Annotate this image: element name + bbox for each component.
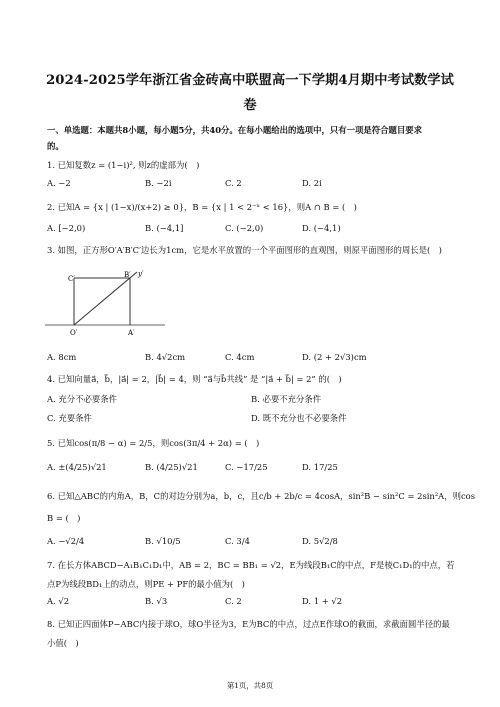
question-3-option-a: A. 8cm xyxy=(47,352,77,362)
question-3-figure xyxy=(45,268,165,338)
question-5-option-a: A. ±(4/25)√21 xyxy=(47,462,107,472)
question-2-option-c: C. (−2,0) xyxy=(225,223,264,233)
y-axis-diagonal xyxy=(74,272,137,325)
question-1-stem: 1. 已知复数z = (1−i)², 则z的虚部为( ) xyxy=(47,160,200,170)
exam-title-line1: 2024-2025学年浙江省金砖高中联盟高一下学期4月期中考试数学试 xyxy=(46,73,454,88)
question-6-stem: 6. 已知△ABC的内角A，B，C的对边分别为a，b，c，且c/b + 2b/c = 4cosA，sin²B − sin²C = 2sin²A，则cos xyxy=(47,491,476,501)
label-y: y′ xyxy=(138,270,144,278)
question-1-option-c: C. 2 xyxy=(225,178,242,188)
question-6-option-b: B. √10/5 xyxy=(145,536,181,546)
question-7-option-c: C. 2 xyxy=(225,596,242,606)
question-8-stem-cont: 小值( ) xyxy=(47,638,79,648)
question-2-option-a: A. [−2,0) xyxy=(47,223,86,233)
question-1-option-a: A. −2 xyxy=(47,178,71,188)
question-3-option-d: D. (2 + 2√3)cm xyxy=(302,352,367,362)
label-o: O′ xyxy=(70,329,78,337)
label-c: C′ xyxy=(68,275,75,283)
question-5-option-d: D. 17/25 xyxy=(302,462,338,472)
page-footer: 第1页，共8页 xyxy=(226,681,274,690)
question-6-option-d: D. 5√2/8 xyxy=(302,536,338,546)
question-3-stem: 3. 如图，正方形O′A′B′C′边长为1cm，它是水平放置的一个平面图形的直观图，则原平面图形的周长是( ) xyxy=(47,245,442,255)
section-heading-cont: 的。 xyxy=(47,141,64,151)
question-7-option-d: D. 1 + √2 xyxy=(302,596,343,606)
question-2-option-b: B. (−4,1] xyxy=(145,223,184,233)
section-heading: 一、单选题：本题共8小题，每小题5分，共40分。在每小题给出的选项中，只有一项是符合题目要求 xyxy=(47,125,423,135)
question-4-option-d: D. 既不充分也不必要条件 xyxy=(251,413,347,423)
question-2-stem: 2. 已知A = {x | (1−x)/(x+2) ≥ 0}，B = {x | 1 < 2⁻ˣ < 16}，则A ∩ B = ( ) xyxy=(47,202,357,212)
label-b: B′ xyxy=(124,271,131,279)
question-1-option-d: D. 2i xyxy=(302,178,322,188)
label-a: A′ xyxy=(128,329,135,337)
question-6-option-c: C. 3/4 xyxy=(225,536,250,546)
question-7-stem-cont: 点P为线段BD₁上的动点，则PE + PF的最小值为( ) xyxy=(47,579,245,589)
exam-title-line2: 卷 xyxy=(243,98,257,113)
question-5-option-c: C. −17/25 xyxy=(225,462,268,472)
question-4-stem: 4. 已知向量a⃗，b⃗，|a⃗| = 2，|b⃗| = 4，则 “a⃗与b⃗共线” 是 “|a⃗ + b⃗| = 2” 的( ) xyxy=(47,374,342,384)
question-7-option-b: B. √3 xyxy=(145,596,168,606)
question-3-option-b: B. 4√2cm xyxy=(145,352,186,362)
question-2-option-d: D. (−4,1) xyxy=(302,223,341,233)
question-6-stem-cont: B = ( ) xyxy=(47,513,81,523)
question-4-option-c: C. 充要条件 xyxy=(47,413,92,423)
question-7-stem: 7. 在长方体ABCD−A₁B₁C₁D₁中，AB = 2，BC = BB₁ = √2，E为线段B₁C的中点，F是棱C₁D₁的中点，若 xyxy=(47,560,455,570)
question-1-option-b: B. −2i xyxy=(145,178,172,188)
question-7-option-a: A. √2 xyxy=(47,596,70,606)
question-6-option-a: A. −√2/4 xyxy=(47,536,85,546)
question-8-stem: 8. 已知正四面体P−ABC内接于球O，球O半径为3，E为BC的中点，过点E作球O的截面，求截面圆半径的最 xyxy=(47,619,450,629)
question-5-option-b: B. (4/25)√21 xyxy=(145,462,198,472)
question-4-option-a: A. 充分不必要条件 xyxy=(47,394,117,404)
question-3-option-c: C. 4cm xyxy=(225,352,255,362)
question-5-stem: 5. 已知cos(π/8 − α) = 2/5，则cos(3π/4 + 2α) = ( ) xyxy=(47,438,260,448)
question-4-option-b: B. 必要不充分条件 xyxy=(251,394,322,404)
